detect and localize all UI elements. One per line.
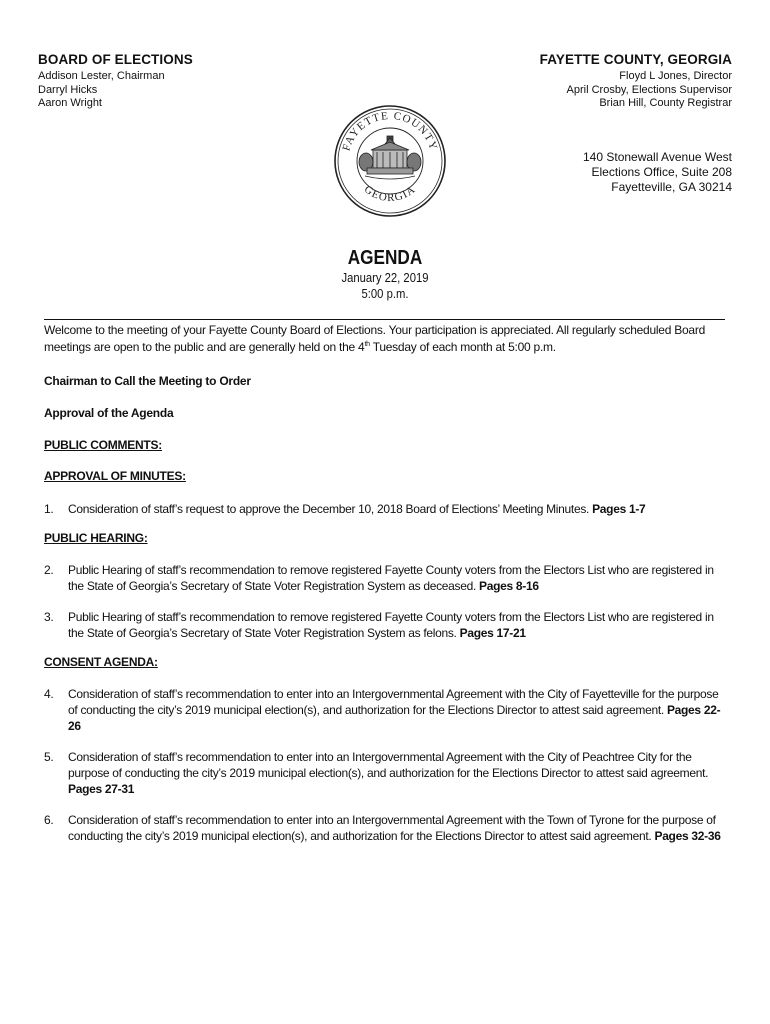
agenda-item: [44, 562, 728, 594]
item-text: [68, 812, 728, 844]
address-line: Elections Office, Suite 208: [591, 165, 732, 179]
item-number: 2.: [44, 563, 54, 577]
welcome-superscript: th: [364, 341, 370, 348]
agenda-item: [44, 609, 728, 641]
public-comments-heading: [44, 438, 728, 453]
agenda-body: [44, 322, 728, 844]
item-pages: Pages 22-26: [68, 703, 721, 733]
item-number: 3.: [44, 610, 54, 624]
item-number: 1.: [44, 502, 54, 516]
agenda-item: [44, 749, 728, 797]
item-description: Consideration of staff’s recommendation to enter into an Intergovernmental Agreement with the Town of Tyrone for the purpose of conducting the city’s 2019 municipal election(s), and authorization for the Elections Director to attest said agreement.: [68, 813, 716, 843]
item-description: Consideration of staff’s recommendation to enter into an Intergovernmental Agreement with the City of Fayetteville for the purpose of conducting the city’s 2019 municipal election(s), and authorization for the Elections Director to attest said agreement.: [68, 687, 719, 717]
item-text: [68, 501, 728, 517]
agenda-item: [44, 686, 728, 734]
item-number: 5.: [44, 750, 54, 764]
county-title: FAYETTE COUNTY, GEORGIA: [539, 52, 732, 67]
board-of-elections-header: [38, 52, 193, 111]
board-title: BOARD OF ELECTIONS: [38, 52, 193, 67]
item-text: [68, 749, 728, 797]
item-pages: Pages 32-36: [654, 829, 721, 843]
item-text: [68, 686, 728, 734]
welcome-text: Welcome to the meeting of your Fayette County Board of Elections. Your participation is appreciated. All regularly scheduled Board meetings are open to the public and are generally held on the 4: [44, 323, 706, 354]
item-description: Public Hearing of staff’s recommendation to remove registered Fayette County voters from the Electors List who are registered in the State of Georgia’s Secretary of State Voter Registration System as deceased.: [68, 563, 714, 593]
agenda-item: [44, 812, 728, 844]
county-header: [540, 52, 732, 111]
item-description: Consideration of staff’s recommendation to enter into an Intergovernmental Agreement with the City of Peachtree City for the purpose of conducting the city’s 2019 municipal election(s), and authorization for the Elections Director to attest said agreement.: [68, 750, 709, 780]
public-comments-label: PUBLIC COMMENTS:: [44, 438, 162, 452]
staff-member: Brian Hill, County Registrar: [599, 97, 732, 109]
consent-agenda-label: CONSENT AGENDA:: [44, 655, 158, 669]
agenda-title: AGENDA: [347, 247, 423, 269]
public-hearing-label: PUBLIC HEARING:: [44, 531, 148, 545]
item-text: [68, 609, 728, 641]
item-description: Consideration of staff’s request to approve the December 10, 2018 Board of Elections’ Meeting Minutes.: [68, 502, 593, 516]
board-member: Aaron Wright: [38, 97, 102, 109]
call-to-order-heading: Chairman to Call the Meeting to Order: [44, 374, 251, 388]
office-address: [583, 150, 732, 195]
item-pages: Pages 27-31: [68, 782, 135, 796]
divider: [44, 319, 725, 320]
meeting-time: 5:00 p.m.: [361, 287, 409, 301]
meeting-date: January 22, 2019: [341, 271, 429, 285]
item-description: Public Hearing of staff’s recommendation to remove registered Fayette County voters from the Electors List who are registered in the State of Georgia’s Secretary of State Voter Registration System as felons.: [68, 610, 714, 640]
consent-agenda-heading: [44, 655, 728, 670]
item-pages: Pages 17-21: [459, 626, 526, 640]
agenda-heading: [0, 246, 770, 302]
county-seal-icon: [333, 104, 447, 218]
address-line: Fayetteville, GA 30214: [611, 180, 732, 194]
seal-bottom-text: GEORGIA: [361, 183, 419, 205]
item-number: 4.: [44, 687, 54, 701]
approval-of-minutes-heading: [44, 469, 728, 484]
approval-of-minutes-label: APPROVAL OF MINUTES:: [44, 469, 186, 483]
staff-member: Floyd L Jones, Director: [619, 70, 732, 82]
public-hearing-heading: [44, 531, 728, 546]
agenda-item: [44, 501, 728, 517]
welcome-paragraph: [44, 322, 728, 356]
courthouse-icon: [359, 136, 421, 179]
welcome-text-end: Tuesday of each month at 5:00 p.m.: [369, 340, 556, 354]
board-member: Darryl Hicks: [38, 83, 98, 96]
item-number: 6.: [44, 813, 54, 827]
staff-member: April Crosby, Elections Supervisor: [566, 83, 732, 96]
approval-of-agenda-heading: Approval of the Agenda: [44, 406, 174, 420]
address-line: 140 Stonewall Avenue West: [583, 150, 732, 164]
seal-top-text: FAYETTE COUNTY: [340, 109, 440, 153]
item-pages: Pages 1-7: [592, 502, 646, 516]
item-text: [68, 562, 728, 594]
board-member: Addison Lester, Chairman: [38, 70, 165, 82]
item-pages: Pages 8-16: [479, 579, 539, 593]
